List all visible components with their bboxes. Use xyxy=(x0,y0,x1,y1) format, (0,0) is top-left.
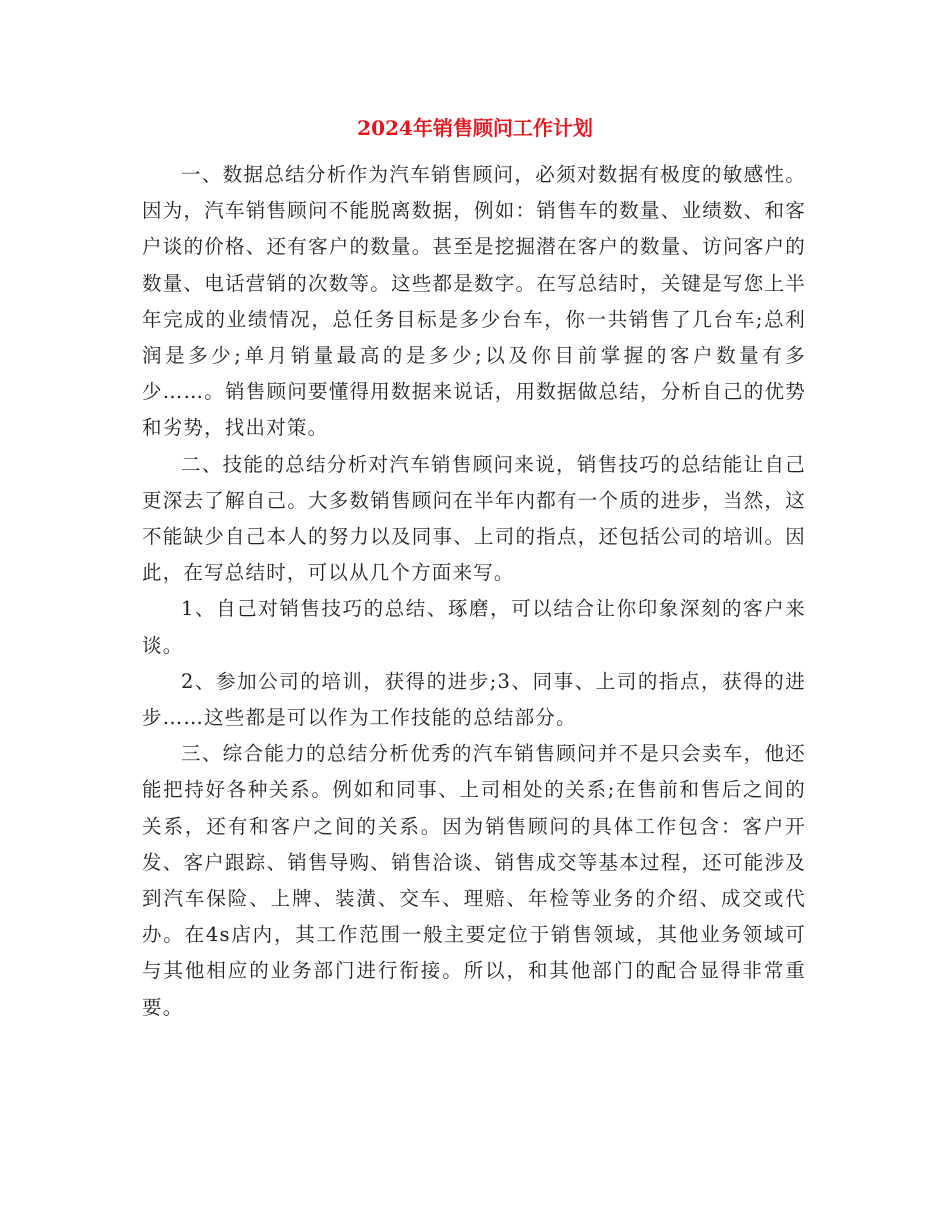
paragraph-point-1: 1、自己对销售技巧的总结、琢磨，可以结合让你印象深刻的客户来谈。 xyxy=(142,597,806,657)
paragraph-point-2: 2、参加公司的培训，获得的进步;3、同事、上司的指点，获得的进步……这些都是可以作为工作技能的总结部分。 xyxy=(142,669,806,730)
paragraph-comprehensive-ability: 三、综合能力的总结分析优秀的汽车销售顾问并不是只会卖车，他还能把持好各种关系。例如和同事、上司相处的关系;在售前和售后之间的关系，还有和客户之间的关系。因为销售顾问的具体工作包含：客户开发、客户跟踪、销售导购、销售洽谈、销售成交等基本过程，还可能涉及到汽车保险、上牌、装潢、交车、理赔、年检等业务的介绍、成交或代办。在4s店内，其工作范围一般主要定位于销售领域，其他业务领域可与其他相应的业务部门进行衔接。所以，和其他部门的配合显得非常重要。 xyxy=(142,742,806,1019)
paragraph-skills-analysis: 二、技能的总结分析对汽车销售顾问来说，销售技巧的总结能让自己更深去了解自己。大多数销售顾问在半年内都有一个质的进步，当然，这不能缺少自己本人的努力以及同事、上司的指点，还包括公司的培训。因此，在写总结时，可以从几个方面来写。 xyxy=(142,452,806,585)
paragraph-data-analysis: 一、数据总结分析作为汽车销售顾问，必须对数据有极度的敏感性。因为，汽车销售顾问不能脱离数据，例如：销售车的数量、业绩数、和客户谈的价格、还有客户的数量。甚至是挖掘潜在客户的数量、访问客户的数量、电话营销的次数等。这些都是数字。在写总结时，关键是写您上半年完成的业绩情况，总任务目标是多少台车，你一共销售了几台车;总利润是多少;单月销量最高的是多少;以及你目前掌握的客户数量有多少……。销售顾问要懂得用数据来说话，用数据做总结，分析自己的优势和劣势，找出对策。 xyxy=(142,163,806,440)
document-title: 2024年销售顾问工作计划 xyxy=(357,116,593,140)
document-body xyxy=(142,157,806,1026)
